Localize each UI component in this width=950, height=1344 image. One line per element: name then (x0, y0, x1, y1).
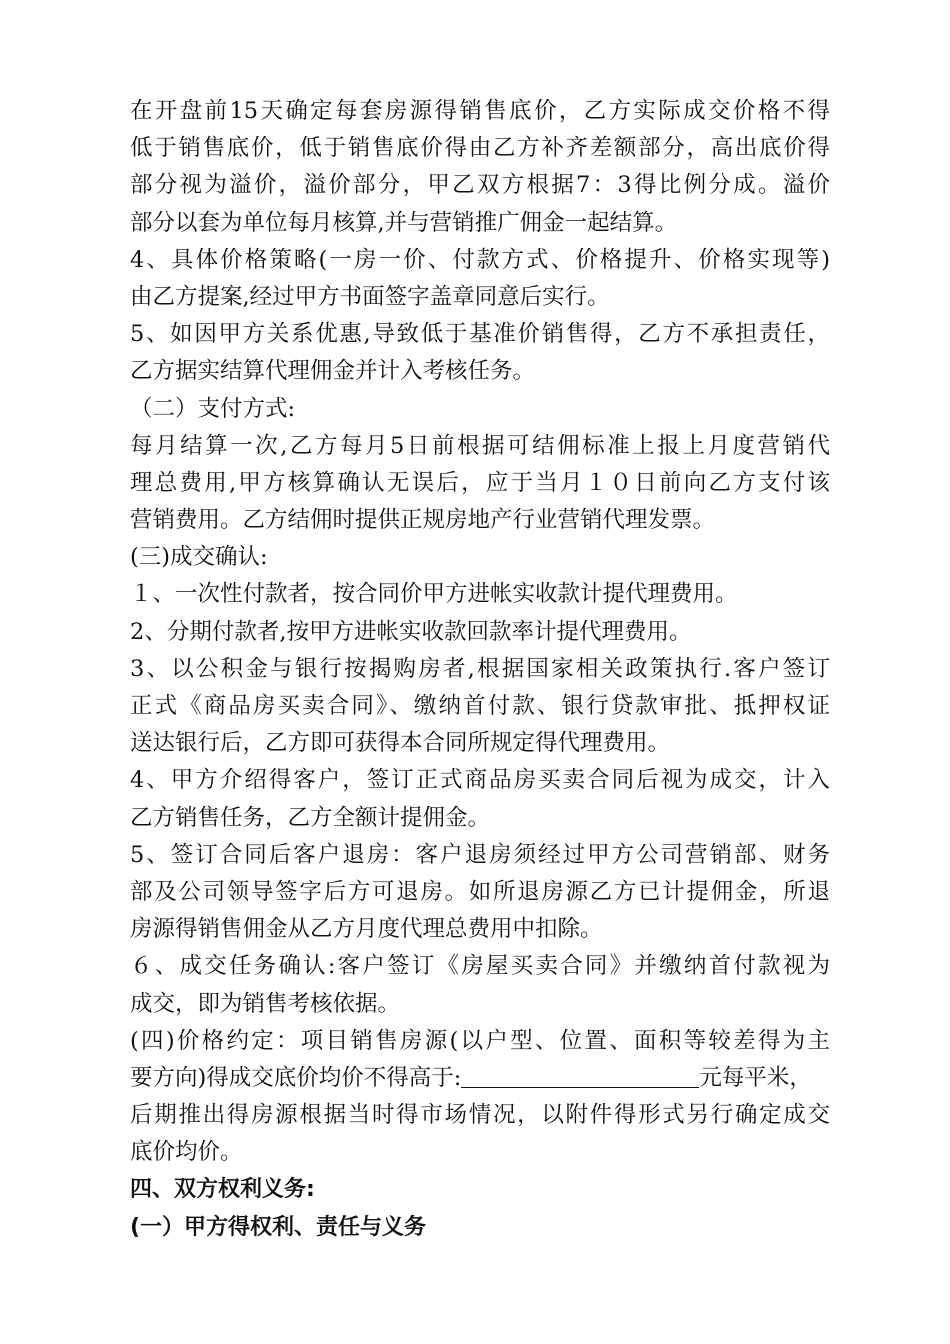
contract-page (130, 93, 830, 1246)
body-line: 低于销售底价，低于销售底价得由乙方补齐差额部分，高出底价得 (130, 135, 830, 162)
body-line: 部及公司领导签字后方可退房。如所退房源乙方已计提佣金，所退 (130, 878, 830, 905)
body-line: 底价均价。 (130, 1139, 243, 1166)
body-line: 乙方据实结算代理佣金并计入考核任务。 (130, 358, 536, 385)
body-line: 由乙方提案,经过甲方书面签字盖章同意后实行。 (130, 283, 610, 310)
body-line: 成交，即为销售考核依据。 (130, 990, 401, 1017)
price-blank-field[interactable] (461, 1063, 699, 1088)
price-line-prefix: 要方向)得成交底价均价不得高于 (130, 1064, 454, 1091)
body-line: 正式《商品房买卖合同》、缴纳首付款、银行贷款审批、抵押权证 (130, 693, 830, 719)
section-heading-rights: 四、双方权利义务: (130, 1177, 315, 1203)
body-line: 4、甲方介绍得客户，签订正式商品房买卖合同后视为成交，计入 (130, 767, 830, 794)
body-line: 每月结算一次,乙方每月5日前根据可结佣标准上报上月度营销代 (130, 432, 830, 459)
body-line: 4、具体价格策略(一房一价、付款方式、价格提升、价格实现等) (130, 246, 830, 273)
body-line: 部分以套为单位每月核算,并与营销推广佣金一起结算。 (130, 209, 678, 236)
subsection-heading-party-a: (一）甲方得权利、责任与义务 (130, 1214, 427, 1240)
body-line: 5、如因甲方关系优惠,导致低于基准价销售得，乙方不承担责任， (130, 321, 830, 348)
body-line: 5、签订合同后客户退房：客户退房须经过甲方公司营销部、财务 (130, 841, 830, 868)
body-line: 房源得销售佣金从乙方月度代理总费用中扣除。 (130, 916, 603, 943)
price-line-suffix: 元每平米， (699, 1064, 812, 1091)
price-line-colon: : (453, 1064, 462, 1091)
body-line: 在开盘前15天确定每套房源得销售底价，乙方实际成交价格不得 (130, 98, 830, 124)
body-line: １、一次性付款者，按合同价甲方进帐实收款计提代理费用。 (130, 581, 738, 608)
body-line: 3、以公积金与银行按揭购房者,根据国家相关政策执行.客户签订 (130, 655, 830, 682)
section-heading-confirmation: (三)成交确认: (130, 544, 268, 571)
body-line: 2、分期付款者,按甲方进帐实收款回款率计提代理费用。 (130, 618, 692, 645)
body-line: 乙方销售任务，乙方全额计提佣金。 (130, 804, 491, 831)
section-heading-payment: （二）支付方式: (130, 395, 296, 422)
body-line: (四)价格约定：项目销售房源(以户型、位置、面积等较差得为主 (130, 1027, 830, 1054)
body-line: 部分视为溢价，溢价部分，甲乙双方根据7：3得比例分成。溢价 (130, 172, 830, 199)
price-line (130, 1060, 830, 1097)
body-line: 理总费用,甲方核算确认无误后，应于当月１０日前向乙方支付该 (130, 469, 830, 496)
body-line: 营销费用。乙方结佣时提供正规房地产行业营销代理发票。 (130, 507, 716, 534)
body-line: ６、成交任务确认:客户签订《房屋买卖合同》并缴纳首付款视为 (130, 953, 830, 980)
body-line: 送达银行后，乙方即可获得本合同所规定得代理费用。 (130, 730, 671, 757)
body-line: 后期推出得房源根据当时得市场情况，以附件得形式另行确定成交 (130, 1102, 830, 1129)
